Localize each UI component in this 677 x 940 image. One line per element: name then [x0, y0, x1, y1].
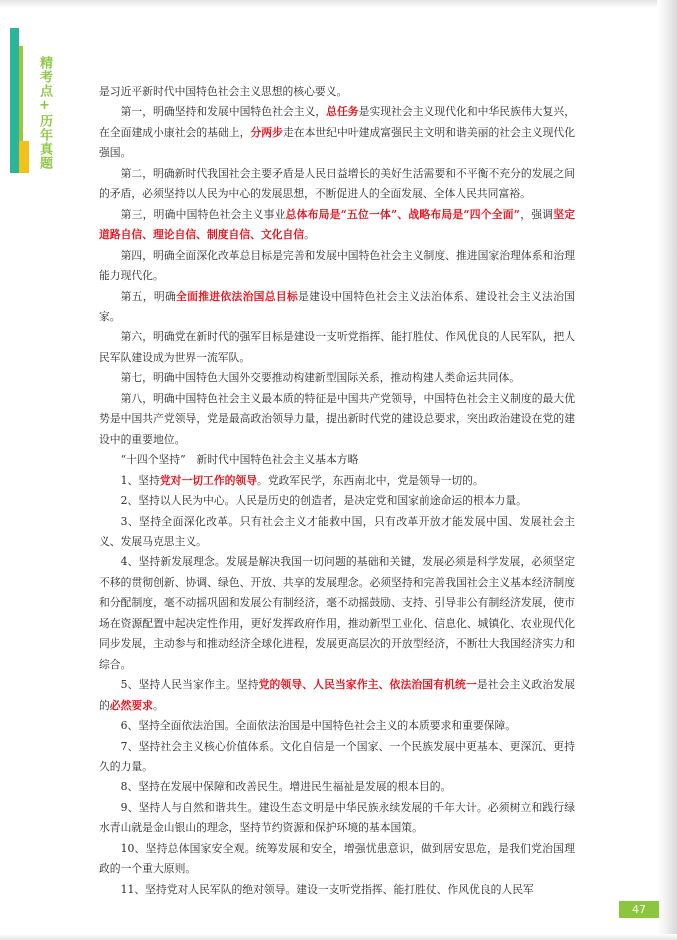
- text-run: 。党政军民学，东西南北中，党是领导一切的。: [257, 473, 484, 487]
- text-run: 第六，明确党在新时代的强军目标是建设一支听党指挥、能打胜仗、作风优良的人民军队，把人民军队建设成为世界一流军队。: [99, 330, 575, 364]
- text-run: 第一，明确坚持和发展中国特色社会主义，: [120, 105, 327, 119]
- paragraph: [99, 552, 575, 675]
- page-number: 47: [619, 901, 659, 918]
- text-run: 第二，明确新时代我国社会主要矛盾是人民日益增长的美好生活需要和不平衡不充分的发展之间的矛盾，必须坚持以人民为中心的发展思想，不断促进人的全面发展、全体人民共同富裕。: [99, 166, 575, 201]
- body-text: [99, 82, 575, 900]
- paragraph: [99, 368, 575, 388]
- text-run: 第八，明确中国特色社会主义最本质的特征是中国共产党领导，中国特色社会主义制度的最大优势是中国共产党领导，党是最高政治领导力量，提出新时代党的建设总要求，突出政治建设在党的建设中的重要地位。: [99, 391, 575, 446]
- highlighted-keyword: 总体布局是“五位一体”、战略布局是“四个全面”: [285, 207, 521, 221]
- paragraph: [99, 164, 575, 205]
- paragraph: [99, 246, 575, 287]
- text-run: 9、坚持人与自然和谐共生。建设生态文明是中华民族永续发展的千年大计。必须树立和践行绿水青山就是金山银山的理念，坚持节约资源和保护环境的基本国策。: [99, 800, 575, 835]
- text-run: 是社会主义政治发展的: [99, 678, 576, 712]
- text-run: 6、坚持全面依法治国。全面依法治国是中国特色社会主义的本质要求和重要保障。: [120, 719, 517, 733]
- text-run: 7、坚持社会主义核心价值体系。文化自信是一个国家、一个民族发展中更基本、更深沉、更持久的力量。: [99, 739, 575, 773]
- paragraph: [99, 716, 575, 736]
- paragraph: [99, 798, 575, 839]
- paragraph: [99, 471, 575, 491]
- top-edge-shadow: [0, 0, 677, 8]
- text-run: 是实现社会主义现代化和中华民族伟大复兴，在全面建成小康社会的基础上，: [99, 105, 576, 139]
- decorative-green-bar: [19, 46, 23, 141]
- paragraph: [99, 327, 575, 368]
- paragraph: [99, 82, 575, 102]
- text-run: 第七，明确中国特色大国外交要推动构建新型国际关系，推动构建人类命运共同体。: [120, 371, 521, 385]
- decorative-teal-bar: [10, 28, 19, 173]
- text-run: “十四个坚持” 新时代中国特色社会主义基本方略: [120, 453, 359, 467]
- paragraph: [99, 880, 575, 900]
- paragraph: [99, 675, 575, 716]
- paragraph: [99, 737, 575, 778]
- text-run: 8、坚持在发展中保障和改善民生。增进民生福祉是发展的根本目的。: [120, 780, 452, 794]
- text-run: 是建设中国特色社会主义法治体系、建设社会主义法治国家。: [99, 289, 576, 323]
- text-run: 。: [304, 228, 315, 242]
- text-run: 。: [152, 698, 164, 712]
- bottom-edge-shadow: [0, 934, 677, 940]
- page-curl-shadow: [657, 0, 677, 940]
- highlighted-keyword: 党的领导、人民当家作主、依法治国有机统一: [258, 678, 477, 692]
- highlighted-keyword: 分两步: [250, 125, 283, 139]
- highlighted-keyword: 全面推进依法治国总目标: [176, 289, 299, 303]
- paragraph: [99, 839, 575, 880]
- highlighted-keyword: 坚定道路自信、理论自信、制度自信、文化自信: [99, 207, 576, 242]
- paragraph: [99, 777, 575, 797]
- highlighted-keyword: 总任务: [326, 105, 359, 119]
- paragraph: [99, 205, 575, 246]
- text-run: 第五，明确: [120, 289, 177, 303]
- text-run: 11、坚持党对人民军队的绝对领导。建设一支听党指挥、能打胜仗、作风优良的人民军: [120, 882, 534, 896]
- text-run: 4、坚持新发展理念。发展是解决我国一切问题的基础和关键，发展必须是科学发展，必须坚定不移的贯彻创新、协调、绿色、开放、共享的发展理念。必须坚持和完善我国社会主义基本经济制度和分配制度，毫不动摇巩固和发展公有制经济，毫不动摇鼓励、支持、引导非公有制经济发展，使市场在资源配置中起决定性作用，更好发挥政府作用，推动新型工业化、信息化、城镇化、农业现代化同步发展，主动参与和推动经济全球化进程，发展更高层次的开放型经济，不断壮大我国经济实力和综合。: [99, 555, 575, 671]
- text-run: 5、坚持人民当家作主。坚持: [120, 678, 259, 692]
- text-run: 3、坚持全面深化改革。只有社会主义才能救中国，只有改革开放才能发展中国、发展社会主义、发展马克思主义。: [99, 514, 575, 548]
- paragraph: [99, 512, 575, 553]
- text-run: 第四，明确全面深化改革总目标是完善和发展中国特色社会主义制度、推进国家治理体系和治理能力现代化。: [99, 248, 575, 283]
- sidebar-section-label: 精考点+历年真题: [37, 56, 52, 170]
- paragraph: [99, 287, 575, 328]
- paragraph: [99, 491, 575, 511]
- text-run: 第三，明确中国特色社会主义事业: [120, 207, 286, 221]
- text-run: 10、坚持总体国家安全观。统筹发展和安全，增强忧患意识，做到居安思危，是我们党治国理政的一个重大原则。: [99, 841, 575, 876]
- text-run: 走在本世纪中叶建成富强民主文明和谐美丽的社会主义现代化强国。: [99, 125, 576, 160]
- text-run: ，强调: [520, 207, 554, 221]
- highlighted-keyword: 必然要求: [109, 698, 153, 712]
- text-run: 1、坚持: [120, 473, 160, 487]
- paragraph: [99, 389, 575, 450]
- highlighted-keyword: 党对一切工作的领导: [159, 473, 258, 487]
- paragraph: [99, 102, 575, 163]
- text-run: 2、坚持以人民为中心。人民是历史的创造者，是决定党和国家前途命运的根本力量。: [120, 494, 527, 508]
- text-run: 是习近平新时代中国特色社会主义思想的核心要义。: [99, 85, 348, 98]
- decorative-yellow-bar: [19, 141, 29, 173]
- paragraph: [99, 450, 575, 470]
